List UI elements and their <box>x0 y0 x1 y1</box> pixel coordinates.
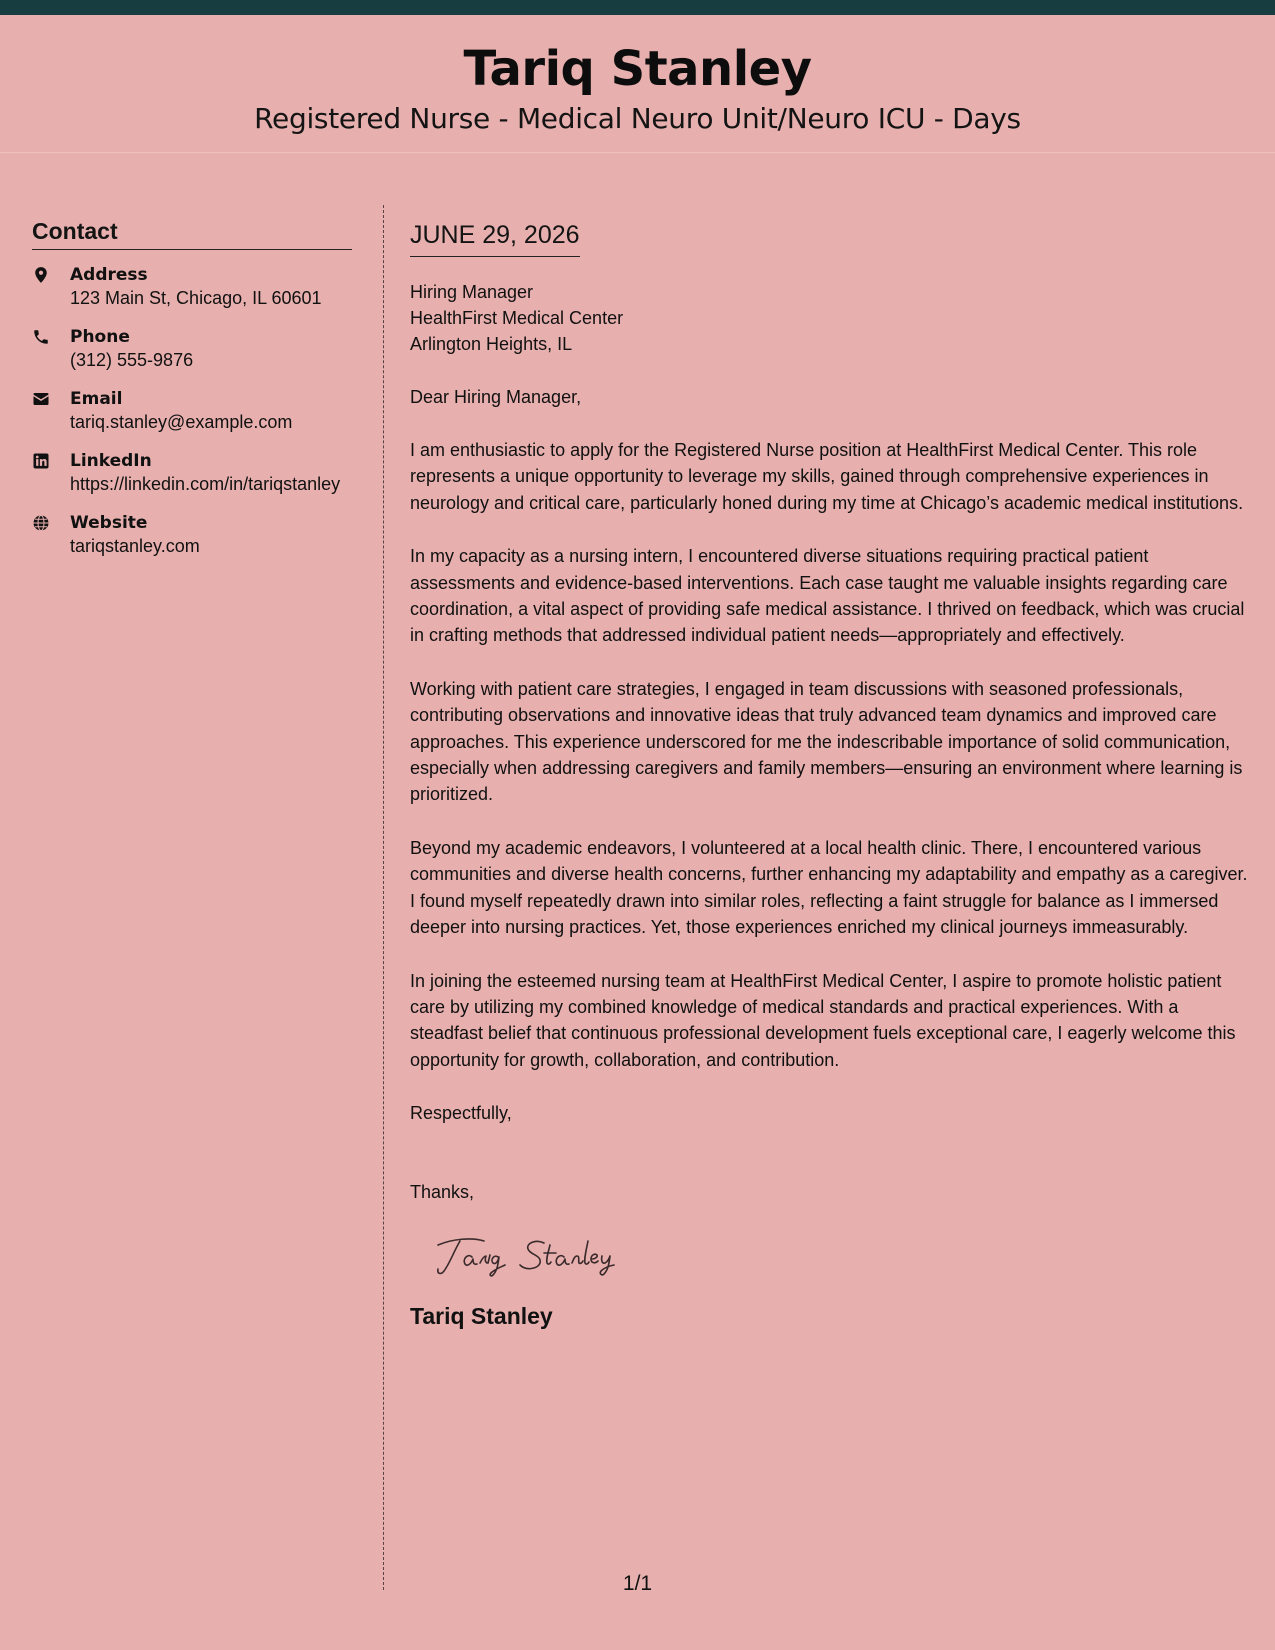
top-accent-bar <box>0 0 1275 15</box>
email-label: Email <box>70 389 123 409</box>
recipient-title: Hiring Manager <box>410 282 534 302</box>
address-label: Address <box>70 265 148 285</box>
contact-linkedin <box>32 450 352 496</box>
website-label: Website <box>70 513 148 533</box>
paragraph-1: I am enthusiastic to apply for the Registered Nurse position at HealthFirst Medical Center. This role represents a unique opportunity to leverage my skills, gained through comprehensive experiences in neurology and critical care, particularly honed during my time at Chicago’s academic medical institutions. <box>410 440 1244 513</box>
globe-icon <box>32 512 70 558</box>
linkedin-icon <box>32 450 70 496</box>
recipient-location: Arlington Heights, IL <box>410 334 573 354</box>
address-value: 123 Main St, Chicago, IL 60601 <box>70 288 322 308</box>
contact-address <box>32 264 352 310</box>
envelope-icon <box>32 388 70 434</box>
phone-icon <box>32 326 70 372</box>
handwritten-signature <box>434 1227 654 1283</box>
map-pin-icon <box>32 264 70 310</box>
email-value[interactable]: tariq.stanley@example.com <box>70 412 293 432</box>
paragraph-3: Working with patient care strategies, I engaged in team discussions with seasoned professionals, contributing observations and innovative ideas that truly advanced team dynamics and improved care approaches. This experience underscored for me the indescribable importance of solid communication, especially when addressing caregivers and family members—ensuring an environment where learning is prioritized. <box>410 678 1243 805</box>
letter-header <box>0 15 1275 153</box>
closing: Respectfully, <box>410 1103 512 1124</box>
thanks: Thanks, <box>410 1182 475 1203</box>
applicant-name: Tariq Stanley <box>463 41 812 97</box>
contact-website <box>32 512 352 558</box>
phone-label: Phone <box>70 327 130 347</box>
paragraph-5: In joining the esteemed nursing team at HealthFirst Medical Center, I aspire to promote holistic patient care by utilizing my combined knowledge of medical standards and practical experiences. With a steadfast belief that continuous professional development fuels exceptional care, I eagerly welcome this opportunity for growth, collaboration, and contribution. <box>410 970 1236 1070</box>
signed-name: Tariq Stanley <box>410 1303 553 1330</box>
job-title: Registered Nurse - Medical Neuro Unit/Neuro ICU - Days <box>254 102 1021 135</box>
column-divider <box>383 205 384 1590</box>
greeting: Dear Hiring Manager, <box>410 387 582 407</box>
paragraph-4: Beyond my academic endeavors, I volunteered at a local health clinic. There, I encountered various communities and diverse health concerns, further enhancing my adaptability and empathy as a caregiver. I found myself repeatedly drawn into similar roles, reflecting a faint struggle for balance as I immersed deeper into nursing practices. Yet, those experiences enriched my clinical journeys immeasurably. <box>410 837 1248 938</box>
contact-heading: Contact <box>32 220 352 250</box>
paragraph-2: In my capacity as a nursing intern, I encountered diverse situations requiring practical patient assessments and evidence-based interventions. Each case taught me valuable insights regarding care coordination, a vital aspect of providing safe medical assistance. I thrived on feedback, which was crucial in crafting methods that addressed individual patient needs—appropriately and effectively. <box>410 546 1245 646</box>
contact-sidebar <box>32 220 352 574</box>
linkedin-value[interactable]: https://linkedin.com/in/tariqstanley <box>70 474 341 494</box>
letter-body <box>410 223 1250 1328</box>
contact-list <box>32 264 352 558</box>
phone-value: (312) 555-9876 <box>70 350 194 370</box>
recipient-company: HealthFirst Medical Center <box>410 308 624 328</box>
contact-email <box>32 388 352 434</box>
page-number: 1/1 <box>622 1572 653 1595</box>
website-value[interactable]: tariqstanley.com <box>70 536 200 556</box>
recipient-block <box>410 279 1250 357</box>
linkedin-label: LinkedIn <box>70 451 152 471</box>
letter-date: JUNE 29, 2026 <box>410 223 580 257</box>
contact-phone <box>32 326 352 372</box>
